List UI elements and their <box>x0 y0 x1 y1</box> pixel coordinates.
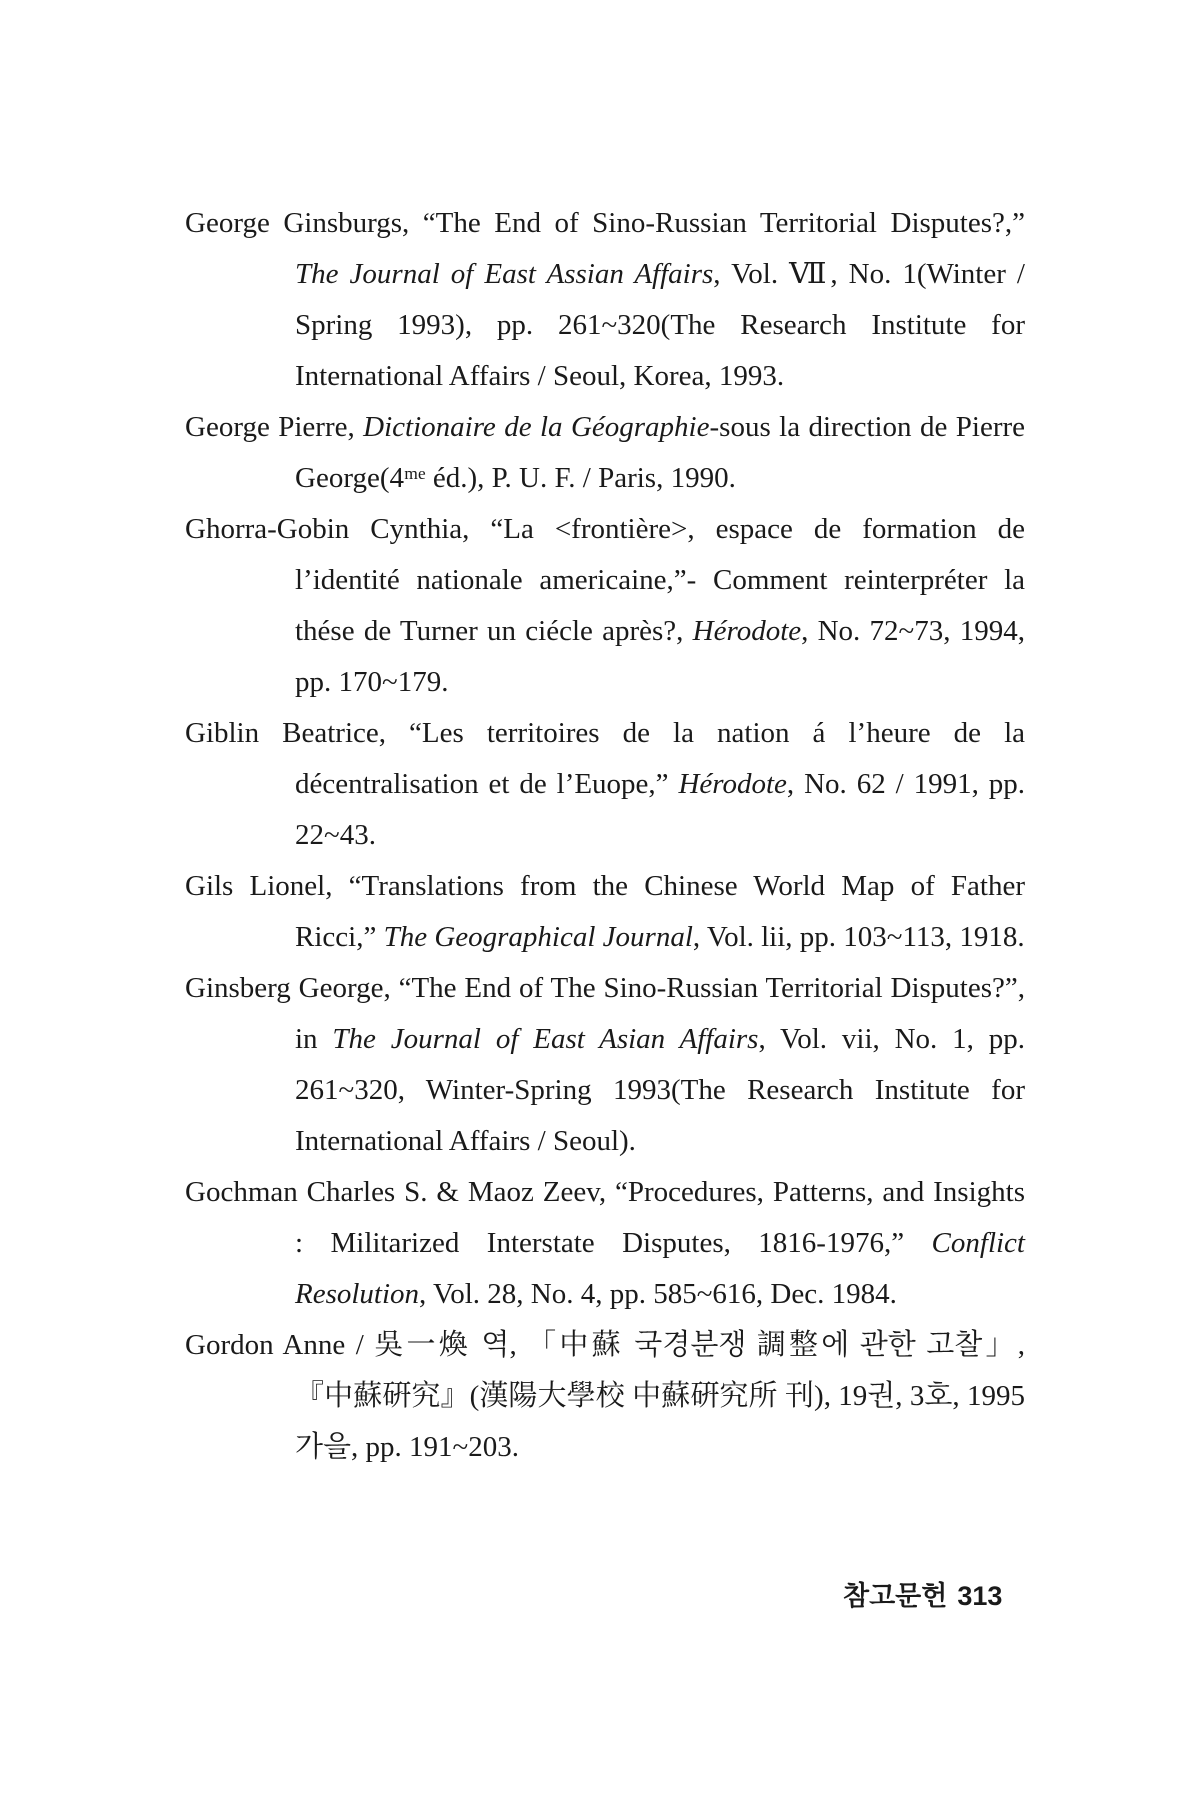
journal-title: The Geographical Journal <box>383 921 693 953</box>
journal-title: The Journal of East Assian Affairs <box>295 258 714 290</box>
journal-title: Conflict Resolution <box>295 1227 1025 1310</box>
reference-entry: Gochman Charles S. & Maoz Zeev, “Procedures, Patterns, and Insights : Militarized Interstate Disputes, 1816-1976,” Conflict Resolution, Vol. 28, No. 4, pp. 585~616, Dec. 1984. <box>185 1176 1025 1310</box>
reference-entry: George Pierre, Dictionaire de la Géographie-sous la direction de Pierre George(4ᵐᵉ éd.), P. U. F. / Paris, 1990. <box>185 411 1026 494</box>
reference-entry: Ghorra-Gobin Cynthia, “La <frontière>, espace de formation de l’identité nationale americaine,”- Comment reinterpréter la thése de Turner un ciécle après?, Hérodote, No. 72~73, 1994, pp. 170~179. <box>185 513 1025 698</box>
page-number: 313 <box>957 1581 1003 1611</box>
reference-entry: George Ginsburgs, “The End of Sino-Russian Territorial Disputes?,” The Journal of East Assian Affairs, Vol. Ⅶ, No. 1(Winter / Spring 1993), pp. 261~320(The Research Institute for International Affairs / Seoul, Korea, 1993. <box>185 207 1025 392</box>
section-label: 참고문헌 <box>843 1581 948 1611</box>
reference-entry: Ginsberg George, “The End of The Sino-Russian Territorial Disputes?”, in The Journal of East Asian Affairs, Vol. vii, No. 1, pp. 261~320, Winter-Spring 1993(The Research Institute for International Affairs / Seoul). <box>185 972 1026 1157</box>
journal-title: Hérodote <box>692 615 802 647</box>
reference-entry: Gils Lionel, “Translations from the Chinese World Map of Father Ricci,” The Geographical Journal, Vol. lii, pp. 103~113, 1918. <box>185 870 1025 953</box>
page-footer <box>843 1574 1002 1613</box>
journal-title: Dictionaire de la Géographie <box>363 411 710 443</box>
journal-title: Hérodote <box>678 768 787 800</box>
reference-entry: Gordon Anne / 吳一煥 역, 「中蘇 국경분쟁 調整에 관한 고찰」, 『中蘇硏究』(漢陽大學校 中蘇硏究所 刊), 19권, 3호, 1995 가을, pp. 191~203. <box>185 1329 1025 1463</box>
journal-title: The Journal of East Asian Affairs <box>332 1023 759 1055</box>
reference-list <box>185 198 1025 1473</box>
reference-entry: Giblin Beatrice, “Les territoires de la nation á l’heure de la décentralisation et de l’Euope,” Hérodote, No. 62 / 1991, pp. 22~43. <box>185 717 1025 851</box>
